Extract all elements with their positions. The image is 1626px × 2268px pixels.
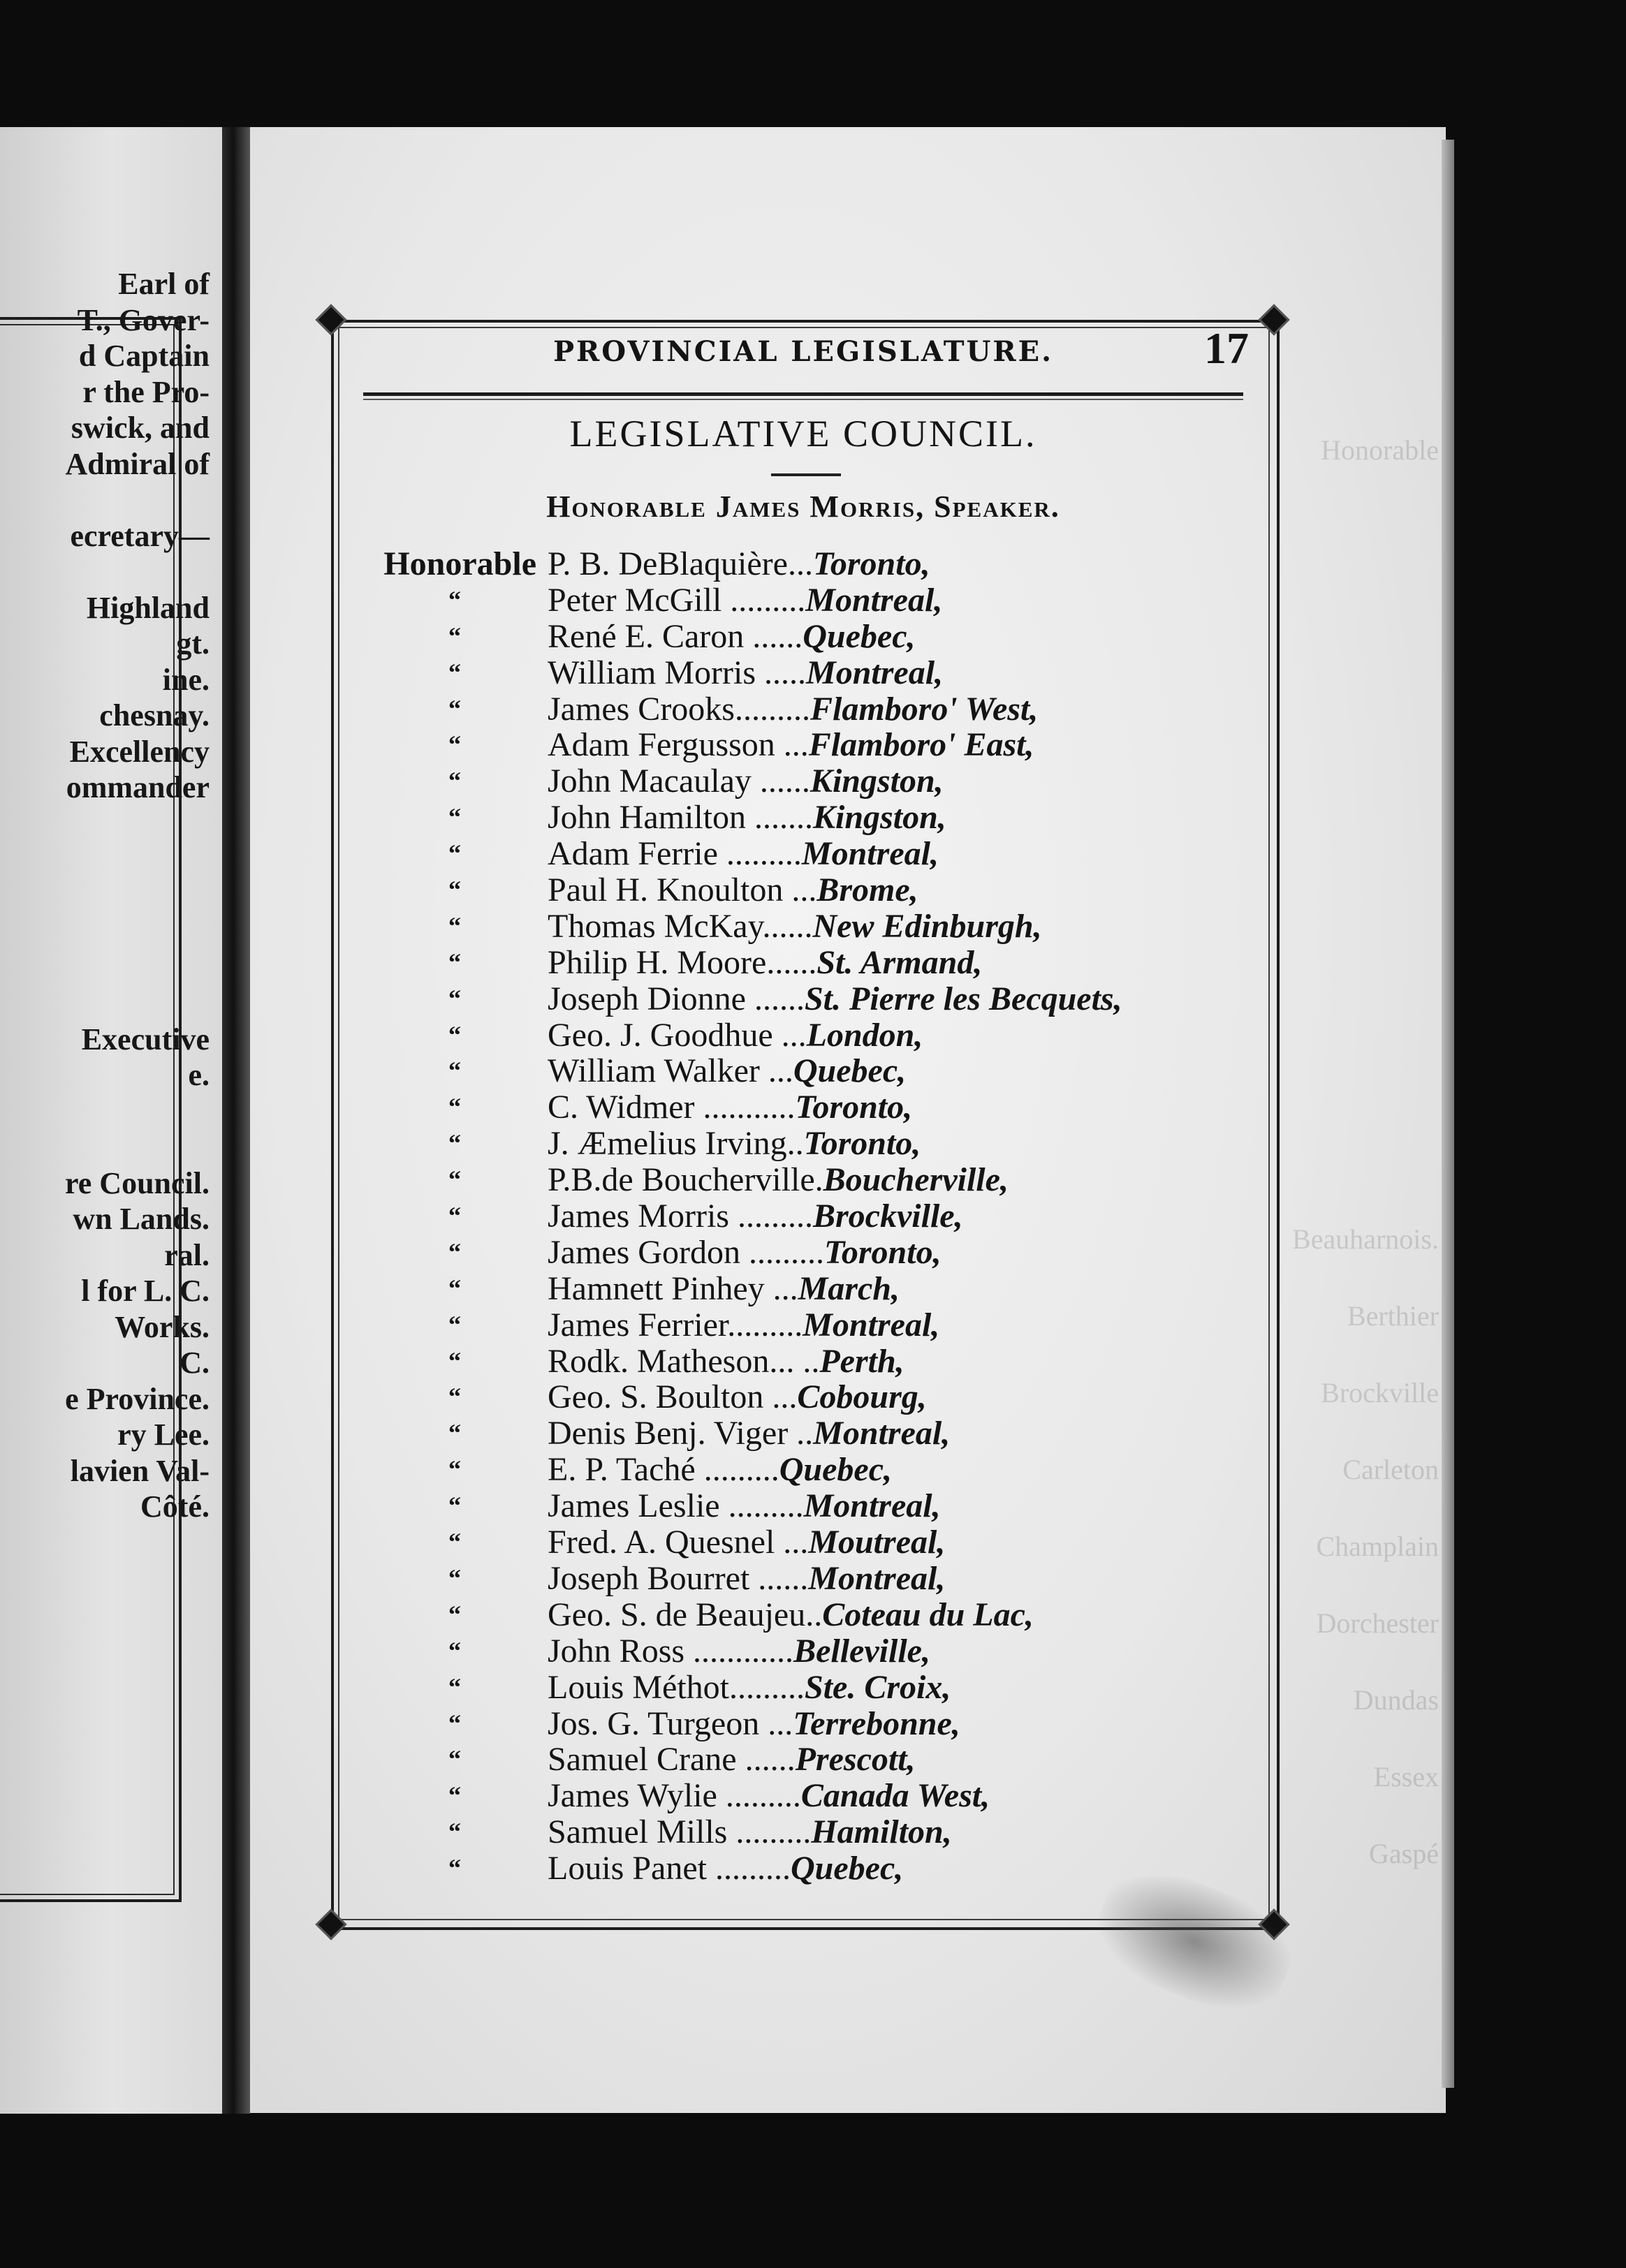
member-place: Kingston, bbox=[810, 763, 944, 800]
left-page-line: l for L. C. bbox=[81, 1274, 210, 1308]
ditto-mark: “ bbox=[448, 767, 461, 795]
member-place: Montreal, bbox=[806, 654, 944, 691]
member-place: Hamilton, bbox=[811, 1813, 952, 1851]
member-name: Denis Benj. Viger .. bbox=[548, 1415, 814, 1452]
member-place: Quebec, bbox=[779, 1451, 892, 1489]
member-entry bbox=[548, 1053, 906, 1089]
ditto-mark: “ bbox=[448, 658, 461, 686]
ditto-mark: “ bbox=[448, 694, 461, 723]
member-entry bbox=[548, 1379, 927, 1415]
member-name: René E. Caron ...... bbox=[548, 617, 803, 655]
member-place: Cobourg, bbox=[797, 1378, 927, 1416]
member-row bbox=[349, 1343, 1271, 1380]
member-place: Flamboro' West, bbox=[810, 690, 1039, 728]
member-entry bbox=[548, 1162, 1009, 1198]
member-row bbox=[349, 1814, 1271, 1850]
member-name: Samuel Mills ......... bbox=[548, 1813, 812, 1851]
member-place: Montreal, bbox=[803, 1306, 940, 1343]
member-place: St. Pierre les Becquets, bbox=[804, 980, 1122, 1017]
show-through-text: Beauharnois. bbox=[1292, 1223, 1439, 1255]
member-name: James Gordon ......... bbox=[548, 1233, 824, 1271]
member-name: Paul H. Knoulton ... bbox=[548, 871, 817, 909]
left-page-border bbox=[0, 317, 182, 1902]
ditto-mark: “ bbox=[448, 1093, 461, 1121]
speaker-line: Honorable James Morris, Speaker. bbox=[546, 489, 1060, 524]
ditto-mark: “ bbox=[448, 1528, 461, 1556]
left-page-line: ine. bbox=[162, 662, 210, 697]
member-row bbox=[349, 1379, 1271, 1415]
left-page-line: ecretary— bbox=[70, 518, 210, 553]
left-page-line: wn Lands. bbox=[73, 1202, 210, 1236]
left-page-line: ommander bbox=[66, 770, 210, 804]
member-entry bbox=[548, 1452, 892, 1488]
member-entry bbox=[548, 1524, 945, 1561]
show-through-text: Berthier bbox=[1347, 1300, 1439, 1332]
left-page-line: Excellency bbox=[69, 734, 210, 769]
member-entry bbox=[548, 546, 930, 582]
show-through-text: Gaspé bbox=[1369, 1838, 1439, 1869]
member-name: John Macaulay ...... bbox=[548, 763, 810, 800]
left-page-line: chesnay. bbox=[99, 698, 210, 732]
left-page-line: Works. bbox=[115, 1309, 210, 1344]
member-name: James Ferrier......... bbox=[548, 1306, 803, 1343]
member-entry bbox=[548, 1850, 903, 1887]
member-row bbox=[349, 1778, 1271, 1814]
ditto-mark: “ bbox=[448, 621, 461, 650]
book-gutter bbox=[222, 127, 250, 2114]
member-name: James Wylie ......... bbox=[548, 1777, 801, 1815]
member-name: Adam Fergusson ... bbox=[548, 726, 809, 764]
member-entry bbox=[548, 945, 982, 981]
member-entry bbox=[548, 1633, 930, 1670]
member-place: Toronto, bbox=[803, 1125, 921, 1163]
member-row bbox=[349, 691, 1271, 728]
member-name: Rodk. Matheson... .. bbox=[548, 1342, 820, 1380]
member-place: Canada West, bbox=[800, 1777, 990, 1815]
member-name: Geo. S. Boulton ... bbox=[548, 1378, 798, 1416]
ditto-mark: “ bbox=[448, 948, 461, 976]
left-page-line: ry Lee. bbox=[117, 1418, 210, 1452]
member-row bbox=[349, 1271, 1271, 1307]
member-name: Peter McGill ......... bbox=[548, 581, 806, 619]
member-row bbox=[349, 763, 1271, 800]
member-row bbox=[349, 619, 1271, 655]
member-row bbox=[349, 908, 1271, 945]
member-entry bbox=[548, 908, 1042, 945]
left-page-line: gt. bbox=[176, 626, 210, 661]
member-place: Toronto, bbox=[795, 1089, 913, 1126]
ditto-mark: “ bbox=[448, 1237, 461, 1266]
member-place: London, bbox=[806, 1016, 923, 1054]
show-through-text: Champlain bbox=[1316, 1531, 1439, 1562]
member-entry bbox=[548, 619, 916, 655]
ditto-mark: “ bbox=[448, 1274, 461, 1302]
member-place: Montreal, bbox=[801, 835, 939, 873]
member-row bbox=[349, 1742, 1271, 1778]
member-row bbox=[349, 1524, 1271, 1561]
show-through-text: Dundas bbox=[1353, 1684, 1439, 1716]
member-place: Flamboro' East, bbox=[808, 726, 1034, 764]
member-title: Honorable bbox=[383, 545, 536, 582]
member-place: Ste. Croix, bbox=[805, 1668, 951, 1706]
member-name: John Hamilton ....... bbox=[548, 799, 813, 837]
ditto-mark: “ bbox=[448, 1492, 461, 1520]
member-place: Montreal, bbox=[803, 1487, 941, 1525]
member-row bbox=[349, 1017, 1271, 1054]
member-row bbox=[349, 1488, 1271, 1524]
page-edge bbox=[1442, 140, 1454, 2088]
member-entry bbox=[548, 1488, 941, 1524]
section-title: LEGISLATIVE COUNCIL. bbox=[569, 413, 1037, 455]
ditto-mark: “ bbox=[448, 1346, 461, 1375]
member-entry bbox=[548, 1742, 916, 1778]
member-entry bbox=[548, 872, 918, 908]
member-entry bbox=[548, 1271, 900, 1307]
member-place: Brockville, bbox=[812, 1198, 963, 1235]
member-row bbox=[349, 1307, 1271, 1343]
member-entry bbox=[548, 582, 942, 619]
member-row bbox=[349, 836, 1271, 872]
member-place: Quebec, bbox=[793, 1052, 907, 1090]
member-name: Louis Panet ......... bbox=[548, 1850, 791, 1887]
member-place: Toronto, bbox=[823, 1233, 942, 1271]
left-page-line: Earl of bbox=[118, 267, 210, 301]
left-page-line: Admiral of bbox=[65, 446, 210, 481]
ditto-mark: “ bbox=[448, 1709, 461, 1737]
member-name: William Walker ... bbox=[548, 1052, 793, 1090]
member-row bbox=[349, 582, 1271, 619]
member-name: James Morris ......... bbox=[548, 1198, 813, 1235]
ditto-mark: “ bbox=[448, 1202, 461, 1230]
member-place: Brome, bbox=[816, 871, 918, 909]
member-place: Prescott, bbox=[795, 1741, 916, 1779]
left-page-line: C. bbox=[180, 1346, 210, 1380]
member-entry bbox=[548, 763, 944, 800]
member-row bbox=[349, 1561, 1271, 1597]
ditto-mark: “ bbox=[448, 1854, 461, 1883]
member-name: Hamnett Pinhey ... bbox=[548, 1269, 798, 1307]
member-place: New Edinburgh, bbox=[812, 907, 1042, 945]
member-row bbox=[349, 1126, 1271, 1162]
member-row bbox=[349, 1670, 1271, 1706]
member-row bbox=[349, 800, 1271, 836]
ditto-mark: “ bbox=[448, 1165, 461, 1194]
left-page-line: T., Gover- bbox=[77, 302, 210, 337]
ditto-mark: “ bbox=[448, 1636, 461, 1665]
member-entry bbox=[548, 1706, 960, 1742]
show-through-text: Brockville bbox=[1321, 1377, 1439, 1408]
member-entry bbox=[548, 1597, 1034, 1633]
member-place: Quebec, bbox=[790, 1850, 904, 1887]
ditto-mark: “ bbox=[448, 839, 461, 868]
ditto-mark: “ bbox=[448, 911, 461, 940]
member-name: Geo. S. de Beaujeu.. bbox=[548, 1596, 823, 1633]
member-place: Quebec, bbox=[803, 617, 916, 655]
member-place: Terrebonne, bbox=[793, 1704, 960, 1742]
show-through-text: Honorable bbox=[1321, 434, 1439, 466]
member-entry bbox=[548, 1089, 912, 1126]
ditto-mark: “ bbox=[448, 730, 461, 759]
ditto-mark: “ bbox=[448, 1818, 461, 1846]
member-entry bbox=[548, 1198, 963, 1235]
member-name: Thomas McKay...... bbox=[548, 907, 813, 945]
ditto-mark: “ bbox=[448, 1455, 461, 1484]
member-entry bbox=[548, 1814, 952, 1850]
left-page-line: Executive bbox=[81, 1022, 210, 1056]
member-row bbox=[349, 727, 1271, 763]
left-page-line: lavien Val- bbox=[70, 1453, 210, 1488]
member-row bbox=[349, 1235, 1271, 1271]
member-entry bbox=[548, 727, 1034, 763]
member-row bbox=[349, 1162, 1271, 1198]
member-place: Coteau du Lac, bbox=[822, 1596, 1034, 1633]
member-entry bbox=[548, 1670, 951, 1706]
member-row bbox=[349, 1633, 1271, 1670]
ditto-mark: “ bbox=[448, 1672, 461, 1701]
member-row bbox=[349, 1089, 1271, 1126]
show-through-text: Carleton bbox=[1342, 1454, 1439, 1485]
member-name: P. B. DeBlaquière... bbox=[548, 545, 813, 582]
member-place: St. Armand, bbox=[816, 943, 983, 981]
left-page-line: swick, and bbox=[71, 411, 210, 445]
ditto-mark: “ bbox=[448, 1056, 461, 1085]
ditto-mark: “ bbox=[448, 1600, 461, 1628]
member-name: Samuel Crane ...... bbox=[548, 1741, 796, 1779]
member-entry bbox=[548, 1561, 945, 1597]
member-entry bbox=[548, 1017, 923, 1054]
member-row bbox=[349, 1452, 1271, 1488]
left-page-line: re Council. bbox=[65, 1165, 210, 1200]
page-number: 17 bbox=[1204, 323, 1249, 373]
member-place: Belleville, bbox=[793, 1632, 930, 1670]
member-row bbox=[349, 981, 1271, 1017]
member-entry bbox=[548, 836, 939, 872]
left-page-fragment bbox=[0, 127, 222, 2114]
member-entry bbox=[548, 1235, 942, 1271]
member-name: C. Widmer ........... bbox=[548, 1089, 796, 1126]
member-entry bbox=[548, 1778, 990, 1814]
member-name: John Ross ............ bbox=[548, 1632, 794, 1670]
ditto-mark: “ bbox=[448, 1563, 461, 1592]
member-row bbox=[349, 1415, 1271, 1452]
ditto-mark: “ bbox=[448, 1310, 461, 1339]
title-divider bbox=[771, 473, 841, 476]
member-name: Joseph Dionne ...... bbox=[548, 980, 805, 1017]
member-row bbox=[349, 1198, 1271, 1235]
member-place: Montreal, bbox=[805, 581, 943, 619]
member-name: Jos. G. Turgeon ... bbox=[548, 1704, 793, 1742]
member-list bbox=[349, 546, 1271, 1887]
ditto-mark: “ bbox=[448, 1745, 461, 1774]
left-page-line: ral. bbox=[164, 1237, 210, 1272]
ditto-mark: “ bbox=[448, 585, 461, 614]
member-name: James Leslie ......... bbox=[548, 1487, 804, 1525]
ditto-mark: “ bbox=[448, 876, 461, 904]
member-entry bbox=[548, 691, 1038, 728]
member-name: Philip H. Moore...... bbox=[548, 943, 817, 981]
member-place: Montreal, bbox=[813, 1415, 951, 1452]
member-name: Geo. J. Goodhue ... bbox=[548, 1016, 807, 1054]
left-page-line: Highland bbox=[86, 590, 210, 625]
left-page-line: Côté. bbox=[140, 1489, 210, 1524]
member-row bbox=[349, 1053, 1271, 1089]
member-row bbox=[349, 945, 1271, 981]
ditto-mark: “ bbox=[448, 1020, 461, 1049]
member-entry bbox=[548, 1126, 921, 1162]
header-rule bbox=[363, 392, 1243, 396]
member-name: Adam Ferrie ......... bbox=[548, 835, 802, 873]
member-name: J. Æmelius Irving.. bbox=[548, 1125, 804, 1163]
member-row bbox=[349, 1597, 1271, 1633]
member-entry bbox=[548, 655, 943, 691]
member-row bbox=[349, 1706, 1271, 1742]
member-place: Montreal, bbox=[808, 1559, 946, 1597]
member-place: Toronto, bbox=[812, 545, 930, 582]
member-place: March, bbox=[798, 1269, 900, 1307]
member-row bbox=[349, 546, 1271, 582]
ditto-mark: “ bbox=[448, 803, 461, 832]
member-name: Louis Méthot......... bbox=[548, 1668, 805, 1706]
member-name: E. P. Taché ......... bbox=[548, 1451, 779, 1489]
member-name: Joseph Bourret ...... bbox=[548, 1559, 809, 1597]
show-through-text: Dorchester bbox=[1316, 1607, 1439, 1639]
member-row bbox=[349, 655, 1271, 691]
running-head: PROVINCIAL LEGISLATURE. bbox=[552, 335, 1054, 368]
member-place: Boucherville, bbox=[823, 1161, 1009, 1199]
ditto-mark: “ bbox=[448, 1129, 461, 1158]
member-entry bbox=[548, 1343, 904, 1380]
member-name: James Crooks......... bbox=[548, 690, 810, 728]
ditto-mark: “ bbox=[448, 1419, 461, 1448]
member-name: Fred. A. Quesnel ... bbox=[548, 1524, 809, 1561]
ditto-mark: “ bbox=[448, 1383, 461, 1411]
member-place: Perth, bbox=[819, 1342, 904, 1380]
member-entry bbox=[548, 1307, 939, 1343]
member-entry bbox=[548, 981, 1122, 1017]
show-through-text: Essex bbox=[1373, 1761, 1439, 1792]
member-place: Kingston, bbox=[813, 799, 946, 837]
member-entry bbox=[548, 1415, 950, 1452]
ditto-mark: “ bbox=[448, 1781, 461, 1810]
member-place: Moutreal, bbox=[808, 1524, 946, 1561]
left-page-line: r the Pro- bbox=[82, 374, 210, 409]
ditto-mark: “ bbox=[448, 984, 461, 1012]
member-entry bbox=[548, 800, 946, 836]
left-page-line: d Captain bbox=[78, 339, 210, 373]
member-name: P.B.de Boucherville. bbox=[548, 1161, 823, 1199]
member-row bbox=[349, 872, 1271, 908]
left-page-line: e. bbox=[188, 1058, 210, 1092]
member-name: William Morris ..... bbox=[548, 654, 807, 691]
left-page-line: e Province. bbox=[65, 1381, 210, 1416]
